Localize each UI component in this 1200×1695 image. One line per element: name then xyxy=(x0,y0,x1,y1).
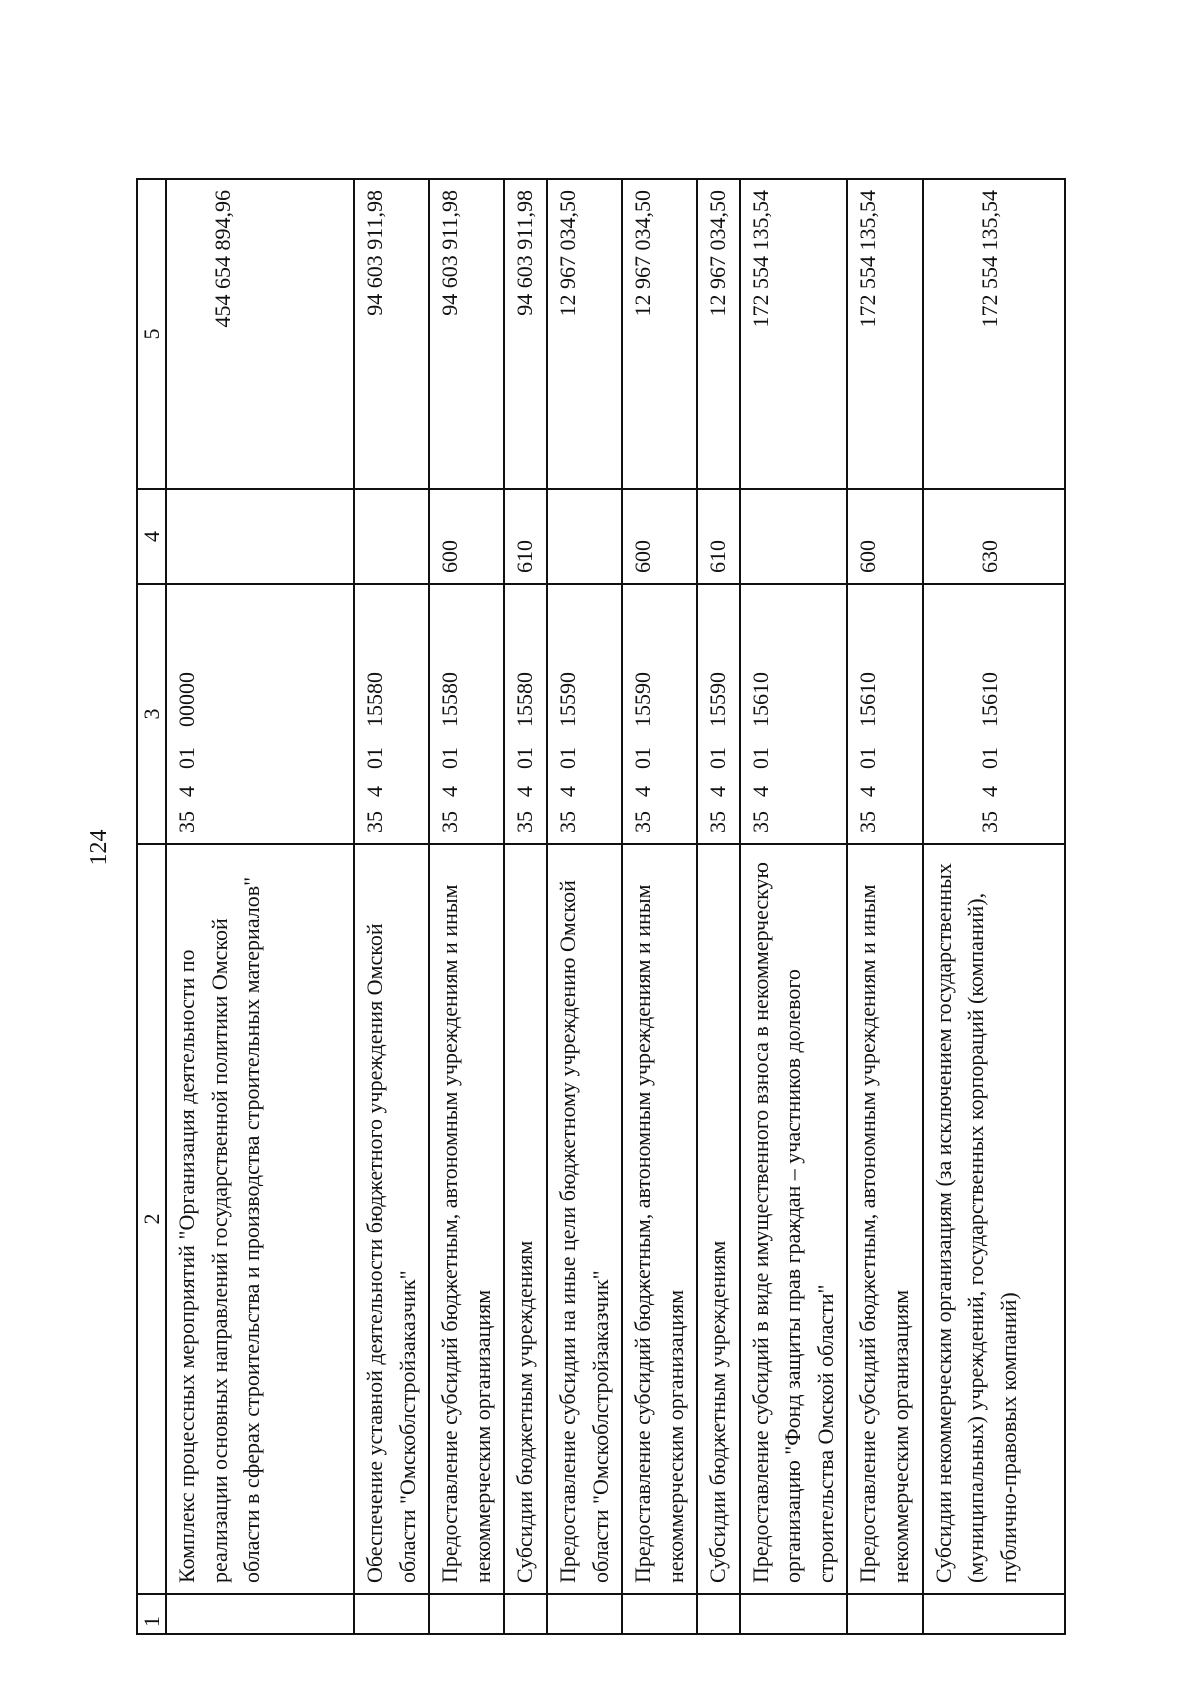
table-row xyxy=(923,179,1065,1634)
amount: 172 554 135,54 xyxy=(847,179,922,489)
header-col-4: 4 xyxy=(137,489,166,584)
budget-code: 3540115590 xyxy=(697,584,740,844)
item-name: Предоставление субсидий бюджетным, автономным учреждениям и иным некоммерческим организациям xyxy=(847,844,922,1594)
amount: 172 554 135,54 xyxy=(923,179,1065,489)
expense-type: 610 xyxy=(697,489,740,584)
item-name: Субсидии бюджетным учреждениям xyxy=(697,844,740,1594)
item-name: Обеспечение уставной деятельности бюджетного учреждения Омской области "Омскоблстройзаказчик" xyxy=(354,844,429,1594)
row-index-cell xyxy=(622,1594,697,1634)
budget-code: 3540115610 xyxy=(923,584,1065,844)
table-row xyxy=(697,179,740,1634)
table-row xyxy=(847,179,922,1634)
row-index-cell xyxy=(354,1594,429,1634)
budget-table xyxy=(136,178,1066,1635)
budget-code: 3540115580 xyxy=(354,584,429,844)
expense-type: 600 xyxy=(429,489,504,584)
budget-code: 3540115580 xyxy=(504,584,547,844)
amount: 12 967 034,50 xyxy=(547,179,622,489)
row-index-cell xyxy=(740,1594,848,1634)
table-row xyxy=(354,179,429,1634)
page-number: 124 xyxy=(86,829,112,866)
row-index-cell xyxy=(847,1594,922,1634)
header-col-3: 3 xyxy=(137,584,166,844)
table-row xyxy=(740,179,848,1634)
amount: 94 603 911,98 xyxy=(354,179,429,489)
row-index-cell xyxy=(697,1594,740,1634)
expense-type xyxy=(740,489,848,584)
budget-code: 3540115610 xyxy=(847,584,922,844)
expense-type: 600 xyxy=(847,489,922,584)
table-row xyxy=(622,179,697,1634)
amount: 94 603 911,98 xyxy=(429,179,504,489)
table-row xyxy=(429,179,504,1634)
amount: 454 654 894,96 xyxy=(166,179,354,489)
header-col-1: 1 xyxy=(137,1594,166,1634)
budget-code: 3540115610 xyxy=(740,584,848,844)
budget-code: 3540115590 xyxy=(622,584,697,844)
row-index-cell xyxy=(923,1594,1065,1634)
budget-code: 3540115590 xyxy=(547,584,622,844)
row-index-cell xyxy=(504,1594,547,1634)
item-name: Субсидии некоммерческим организациям (за исключением государственных (муниципальных) учреждений, государственных корпораций (компаний), публично-правовых компаний) xyxy=(923,844,1065,1594)
amount: 12 967 034,50 xyxy=(622,179,697,489)
amount: 172 554 135,54 xyxy=(740,179,848,489)
item-name: Предоставление субсидии на иные цели бюджетному учреждению Омской области "Омскоблстройзаказчик" xyxy=(547,844,622,1594)
table-row xyxy=(166,179,354,1634)
header-col-5: 5 xyxy=(137,179,166,489)
item-name: Субсидии бюджетным учреждениям xyxy=(504,844,547,1594)
table-row xyxy=(547,179,622,1634)
expense-type: 610 xyxy=(504,489,547,584)
table-header-row xyxy=(137,179,166,1634)
row-index-cell xyxy=(166,1594,354,1634)
item-name: Предоставление субсидий бюджетным, автономным учреждениям и иным некоммерческим организациям xyxy=(429,844,504,1594)
item-name: Предоставление субсидий в виде имущественного взноса в некоммерческую организацию "Фонд защиты прав граждан – участников долевого строительства Омской области" xyxy=(740,844,848,1594)
expense-type xyxy=(547,489,622,584)
amount: 12 967 034,50 xyxy=(697,179,740,489)
row-index-cell xyxy=(429,1594,504,1634)
item-name: Комплекс процессных мероприятий "Организация деятельности по реализации основных направлений государственной политики Омской области в сферах строительства и производства строительных материалов" xyxy=(166,844,354,1594)
item-name: Предоставление субсидий бюджетным, автономным учреждениям и иным некоммерческим организациям xyxy=(622,844,697,1594)
expense-type: 600 xyxy=(622,489,697,584)
budget-code: 3540100000 xyxy=(166,584,354,844)
table-row xyxy=(504,179,547,1634)
expense-type xyxy=(166,489,354,584)
expense-type xyxy=(354,489,429,584)
header-col-2: 2 xyxy=(137,844,166,1594)
expense-type: 630 xyxy=(923,489,1065,584)
budget-code: 3540115580 xyxy=(429,584,504,844)
amount: 94 603 911,98 xyxy=(504,179,547,489)
row-index-cell xyxy=(547,1594,622,1634)
